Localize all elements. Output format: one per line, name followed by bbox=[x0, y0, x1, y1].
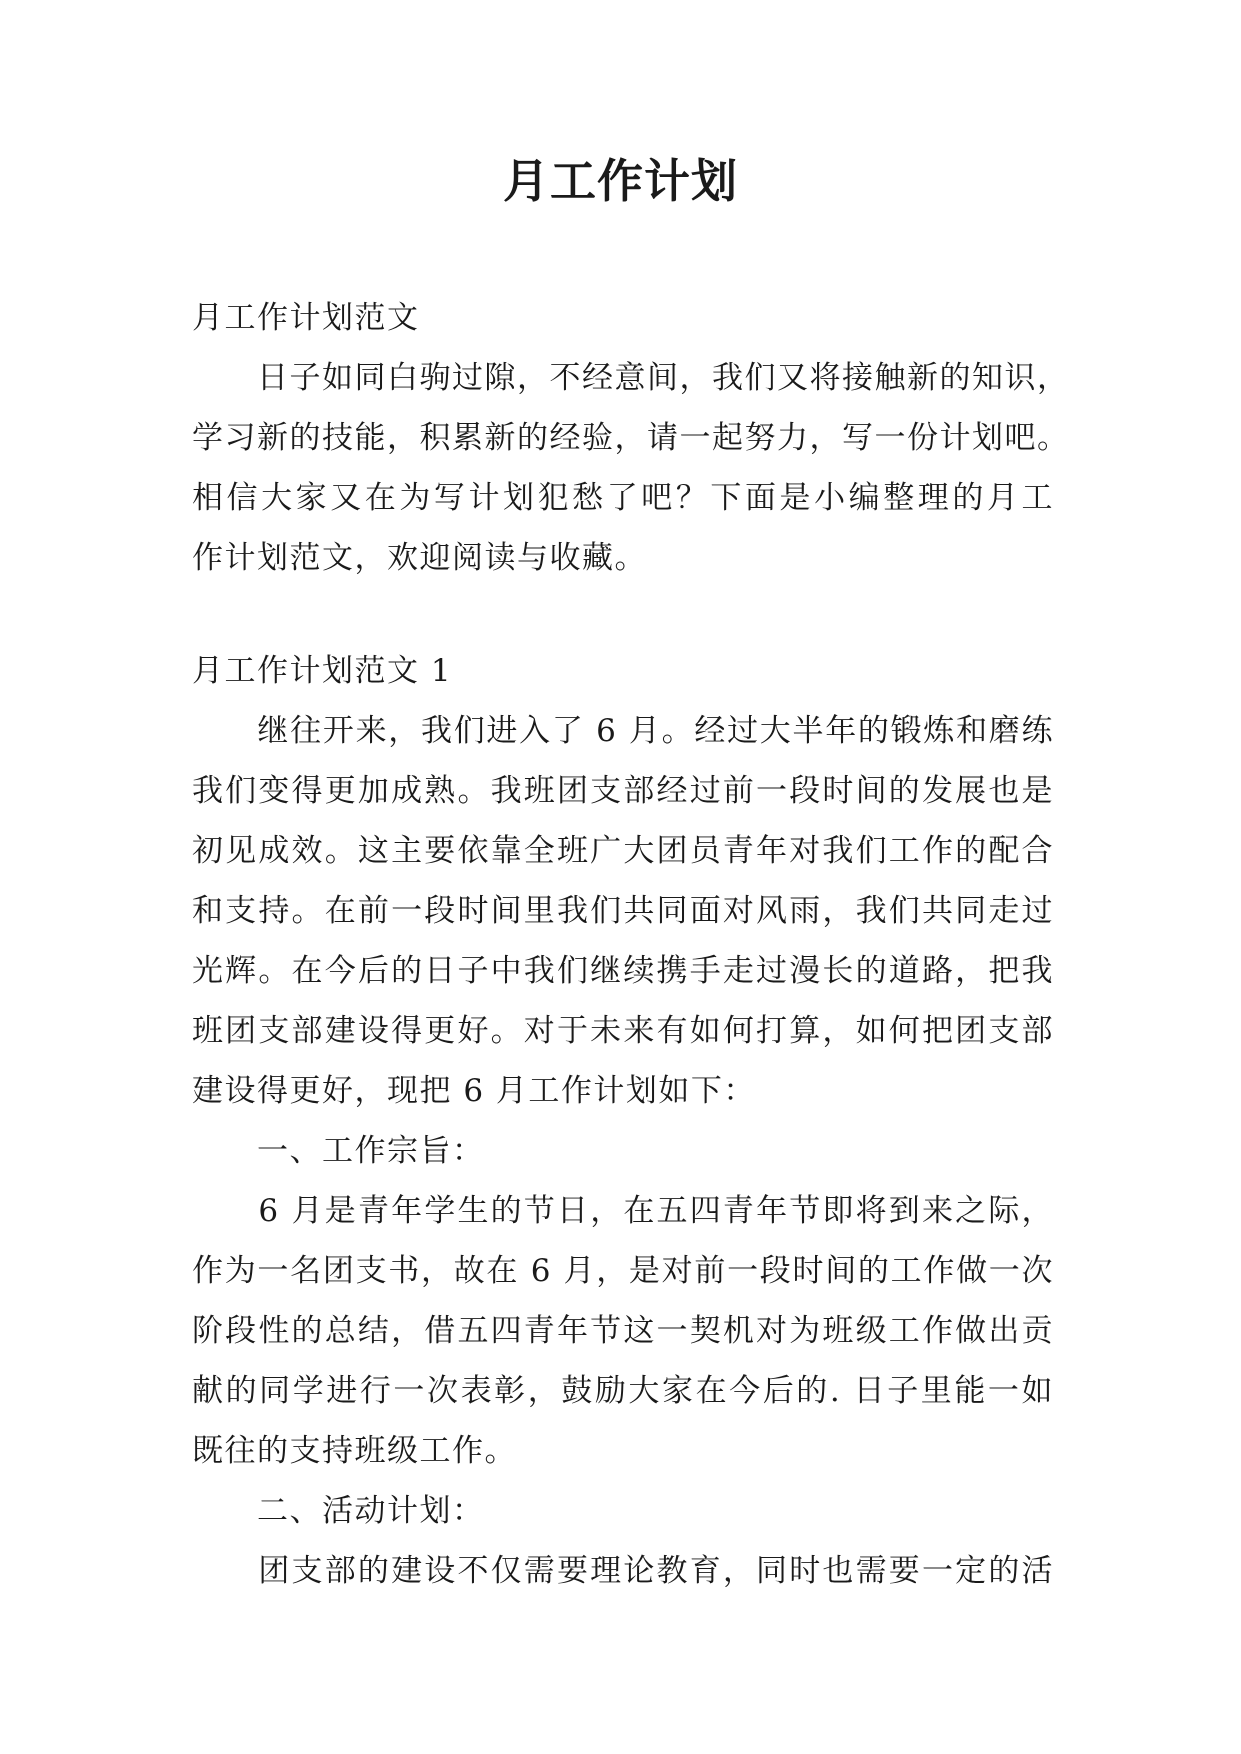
paragraph-line: 班团支部建设得更好。对于未来有如何打算，如何把团支部 bbox=[192, 1013, 1054, 1049]
paragraph-line: 献的同学进行一次表彰，鼓励大家在今后的. 日子里能一如 bbox=[192, 1373, 1054, 1409]
paragraph-line: 阶段性的总结，借五四青年节这一契机对为班级工作做出贡 bbox=[192, 1313, 1054, 1349]
document-title: 月工作计划 bbox=[503, 154, 738, 208]
intro-line: 作计划范文，欢迎阅读与收藏。 bbox=[192, 540, 647, 576]
paragraph-line: 团支部的建设不仅需要理论教育，同时也需要一定的活 bbox=[192, 1553, 1054, 1589]
intro-line: 学习新的技能，积累新的经验，请一起努力，写一份计划吧。 bbox=[192, 420, 1070, 456]
paragraph-line: 继往开来，我们进入了 6 月。经过大半年的锻炼和磨练 bbox=[192, 713, 1054, 749]
section-spacer bbox=[192, 588, 1054, 641]
paragraph-line: 6 月是青年学生的节日，在五四青年节即将到来之际， bbox=[192, 1193, 1054, 1229]
paragraph-line: 既往的支持班级工作。 bbox=[192, 1433, 517, 1469]
section-heading: 月工作计划范文 1 bbox=[192, 653, 453, 689]
document-body bbox=[192, 288, 1070, 1601]
paragraph-line: 和支持。在前一段时间里我们共同面对风雨，我们共同走过 bbox=[192, 893, 1054, 929]
paragraph-line: 初见成效。这主要依靠全班广大团员青年对我们工作的配合 bbox=[192, 833, 1054, 869]
intro-heading: 月工作计划范文 bbox=[192, 300, 420, 336]
paragraph-line: 作为一名团支书，故在 6 月，是对前一段时间的工作做一次 bbox=[192, 1253, 1054, 1289]
intro-line: 相信大家又在为写计划犯愁了吧？下面是小编整理的月工 bbox=[192, 480, 1054, 516]
paragraph-line: 我们变得更加成熟。我班团支部经过前一段时间的发展也是 bbox=[192, 773, 1054, 809]
item-heading: 一、工作宗旨： bbox=[192, 1133, 485, 1169]
intro-line: 日子如同白驹过隙，不经意间，我们又将接触新的知识， bbox=[192, 360, 1070, 396]
paragraph-line: 建设得更好，现把 6 月工作计划如下： bbox=[192, 1073, 756, 1109]
item-heading: 二、活动计划： bbox=[192, 1493, 485, 1529]
paragraph-line: 光辉。在今后的日子中我们继续携手走过漫长的道路，把我 bbox=[192, 953, 1054, 989]
